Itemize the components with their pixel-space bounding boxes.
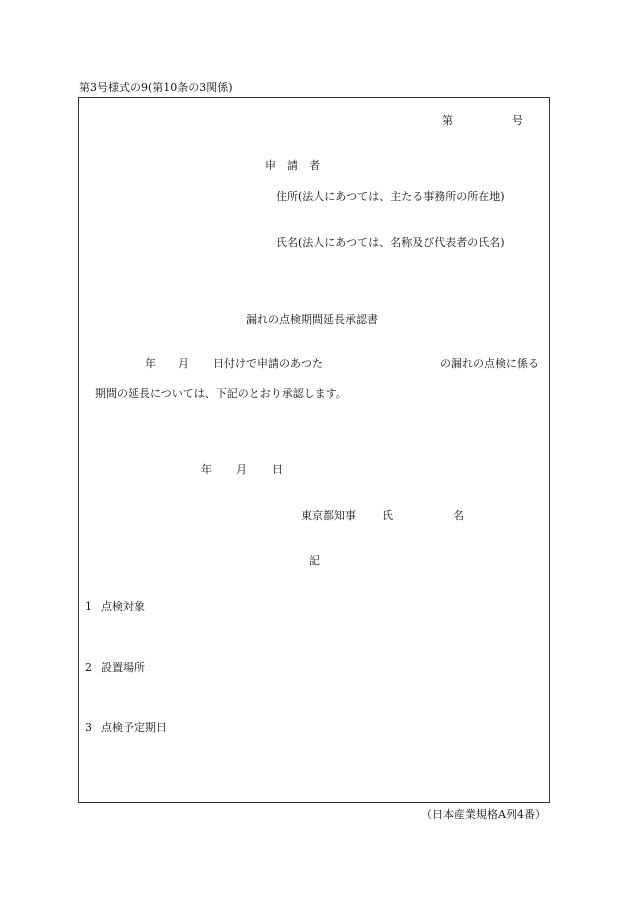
body-day-phrase: 日付けで申請のあつた xyxy=(213,357,323,370)
paper-size-note: （日本産業規格A列4番） xyxy=(421,808,546,821)
applicant-address-label: 住所(法人にあつては、主たる事務所の所在地) xyxy=(276,190,505,203)
date-day: 日 xyxy=(272,463,283,476)
body-line2: 期間の延長については、下記のとおり承認します。 xyxy=(95,387,347,400)
date-year: 年 xyxy=(201,463,212,476)
document-title: 漏れの点検期間延長承認書 xyxy=(246,313,378,326)
body-line1-tail: の漏れの点検に係る xyxy=(440,357,539,370)
applicant-name-label: 氏名(法人にあつては、名称及び代表者の氏名) xyxy=(276,236,505,249)
body-month: 月 xyxy=(178,357,189,370)
item-3-label: 点検予定期日 xyxy=(101,721,167,734)
number-dai: 第 xyxy=(442,114,453,127)
item-2-number: 2 xyxy=(85,661,92,674)
issuer-mei: 名 xyxy=(453,509,464,522)
date-month: 月 xyxy=(236,463,247,476)
number-go: 号 xyxy=(512,114,523,127)
issuer-title: 東京都知事 xyxy=(301,509,356,522)
item-1-number: 1 xyxy=(85,600,92,613)
issuer-shi: 氏 xyxy=(382,509,393,522)
item-2-label: 設置場所 xyxy=(101,661,145,674)
applicant-heading: 申 請 者 xyxy=(265,159,320,172)
item-3-number: 3 xyxy=(85,721,92,734)
form-number: 第3号様式の9(第10条の3関係) xyxy=(79,81,233,94)
item-1-label: 点検対象 xyxy=(101,600,145,613)
ki-heading: 記 xyxy=(309,554,320,567)
body-year: 年 xyxy=(145,357,156,370)
